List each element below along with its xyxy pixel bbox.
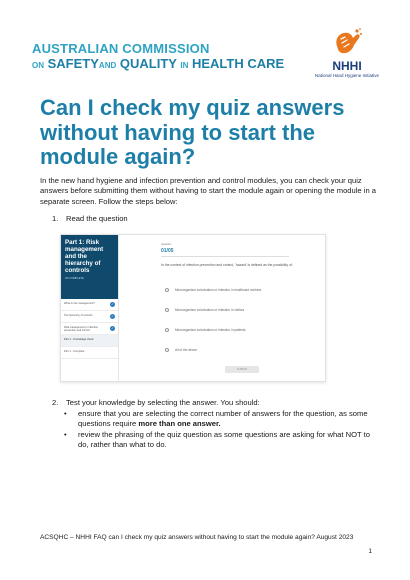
step-1 xyxy=(52,214,128,223)
module-sidebar xyxy=(61,235,119,382)
answer-option[interactable]: Microorganism colonisation or infection in patients xyxy=(165,328,305,332)
question-text: In the context of infection prevention and control, 'hazard' is defined as the possibility of: xyxy=(161,263,293,267)
module-screenshot xyxy=(60,234,326,382)
radio-button[interactable] xyxy=(165,328,169,332)
step-2 xyxy=(52,398,260,407)
module-sidebar-header xyxy=(61,235,118,299)
step-2-text: Test your knowledge by selecting the answer. You should: xyxy=(66,398,260,407)
acsqhc-logo xyxy=(32,41,285,73)
sidebar-item[interactable]: What is risk management? ✓ xyxy=(61,299,118,311)
step-1-text: Read the question xyxy=(66,214,128,223)
submit-button[interactable]: SUBMIT xyxy=(225,366,259,373)
nhhi-subtitle: National Hand Hygiene Initiative xyxy=(314,73,380,78)
bullet-icon: • xyxy=(64,429,67,439)
answer-option[interactable]: All of the above xyxy=(165,348,305,352)
step-1-number: 1. xyxy=(52,214,59,223)
question-label: Question xyxy=(161,243,172,246)
quiz-panel xyxy=(119,235,326,382)
nhhi-wordmark: NHHI xyxy=(332,59,362,73)
list-item: • review the phrasing of the quiz question as some questions are asking for what NOT to do, rather than what to do. xyxy=(64,429,370,450)
check-icon: ✓ xyxy=(111,302,114,306)
radio-button[interactable] xyxy=(165,308,169,312)
answer-option[interactable]: Microorganism colonisation or infection in visitors xyxy=(165,308,305,312)
page-header xyxy=(32,42,378,86)
sidebar-item-active[interactable]: Part 1 - Knowledge check xyxy=(61,335,118,347)
sidebar-item[interactable]: Part 1 - Complete xyxy=(61,347,118,359)
radio-button[interactable] xyxy=(165,288,169,292)
list-item: • ensure that you are selecting the correct number of answers for the question, as some questions require more than one answer. xyxy=(64,409,368,429)
nhhi-logo xyxy=(308,26,386,88)
tips-list xyxy=(62,409,380,451)
logo-line-2: ON SAFETYAND QUALITY IN HEALTH CARE xyxy=(32,56,285,71)
intro-paragraph: In the new hand hygiene and infection prevention and control modules, you can check your quiz answers before submitting them without having to start the module again or opening the module in a separate screen. Follow the steps below: xyxy=(40,176,377,206)
divider xyxy=(161,256,289,257)
bullet-icon: • xyxy=(64,409,67,418)
step-2-number: 2. xyxy=(52,398,59,407)
sidebar-item[interactable]: Risk management in infection prevention and control ✓ xyxy=(61,323,118,335)
module-progress: 0% COMPLETE xyxy=(65,277,84,280)
sidebar-item[interactable]: The hierarchy of controls ✓ xyxy=(61,311,118,323)
module-sidebar-title: Part 1: Risk management and the hierarchy of controls xyxy=(65,239,104,274)
radio-button[interactable] xyxy=(165,348,169,352)
page-footer: ACSQHC – NHHI FAQ can I check my quiz answers without having to start the module again? August 2023 xyxy=(40,534,354,541)
logo-line-1: AUSTRALIAN COMMISSION xyxy=(32,41,210,56)
page-number: 1 xyxy=(368,548,372,555)
hand-hygiene-icon xyxy=(330,26,364,60)
question-number: 01/05 xyxy=(161,248,174,254)
check-icon: ✓ xyxy=(111,326,114,330)
answer-option[interactable]: Microorganism colonisation or infection in healthcare workers xyxy=(165,288,305,292)
page-title: Can I check my quiz answers without having to start the module again? xyxy=(40,95,345,169)
check-icon: ✓ xyxy=(111,314,114,318)
